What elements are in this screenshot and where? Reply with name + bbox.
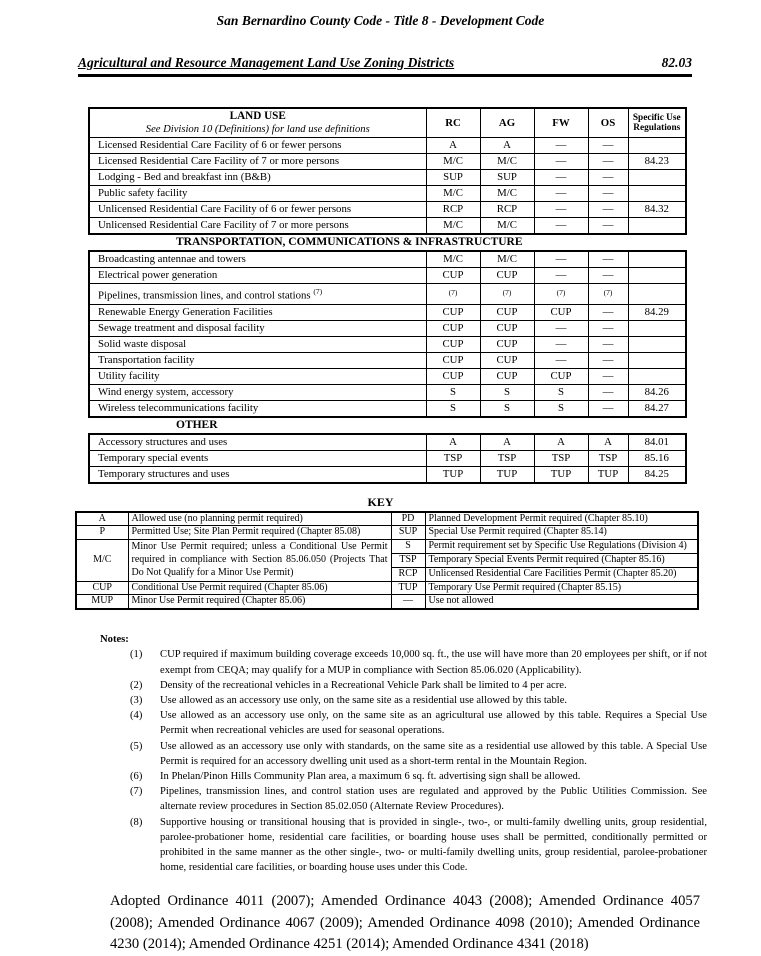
key-desc-cell: Permitted Use; Site Plan Permit required (Chapter 85.08) <box>128 526 391 540</box>
land-use-row <box>89 384 686 400</box>
district-column-header: FW <box>534 108 588 138</box>
district-value-cell: CUP <box>480 368 534 384</box>
key-code-cell: TUP <box>391 581 425 595</box>
land-use-row <box>89 284 686 305</box>
notes-heading: Notes: <box>100 634 129 646</box>
regulation-cell: 84.29 <box>628 304 686 320</box>
land-use-row <box>89 186 686 202</box>
land-use-label-cell: Renewable Energy Generation Facilities <box>89 304 426 320</box>
note-number: (3) <box>130 694 143 706</box>
district-value-cell: A <box>426 434 480 451</box>
zoning-section-table <box>88 250 687 418</box>
district-value-cell: S <box>480 384 534 400</box>
district-column-header: AG <box>480 108 534 138</box>
regulation-cell <box>628 368 686 384</box>
key-row <box>76 526 698 540</box>
note-item <box>100 815 707 876</box>
footnote-marker: (7) <box>448 288 458 298</box>
key-code-cell: — <box>391 595 425 609</box>
regulation-cell <box>628 320 686 336</box>
note-number: (2) <box>130 679 143 691</box>
note-item <box>100 647 707 677</box>
specific-use-column-header: Specific Use Regulations <box>628 108 686 138</box>
land-use-label-cell: Wind energy system, accessory <box>89 384 426 400</box>
district-value-cell: TUP <box>534 466 588 483</box>
district-value-cell: TUP <box>480 466 534 483</box>
district-value-cell: — <box>588 218 628 235</box>
district-value-cell: M/C <box>426 154 480 170</box>
district-value-cell: S <box>534 384 588 400</box>
land-use-label-cell: Wireless telecommunications facility <box>89 400 426 417</box>
district-value-cell: — <box>588 352 628 368</box>
district-value-cell: CUP <box>480 268 534 284</box>
district-value-cell: TUP <box>588 466 628 483</box>
land-use-row <box>89 218 686 235</box>
regulation-cell <box>628 218 686 235</box>
district-value-cell: SUP <box>480 170 534 186</box>
key-row <box>76 581 698 595</box>
note-item <box>100 784 707 814</box>
district-value-cell: M/C <box>480 154 534 170</box>
district-value-cell: TSP <box>588 450 628 466</box>
regulation-cell: 84.25 <box>628 466 686 483</box>
district-value-cell: — <box>588 138 628 154</box>
district-value-cell: CUP <box>426 320 480 336</box>
district-value-cell: — <box>588 202 628 218</box>
district-value-cell: S <box>426 400 480 417</box>
note-item <box>100 678 707 693</box>
key-row <box>76 512 698 526</box>
district-value-cell: A <box>426 138 480 154</box>
key-code-cell: PD <box>391 512 425 526</box>
ordinance-history: Adopted Ordinance 4011 (2007); Amended Ordinance 4043 (2008); Amended Ordinance 4057 (2008); Amended Ordinance 4067 (2009); Amended Ordinance 4098 (2010); Amended Ordinance 4230 (2014); Amended Ordinance 4251 (2014); Amended Ordinance 4341 (2018) <box>110 893 700 953</box>
note-item <box>100 769 707 784</box>
land-use-row <box>89 170 686 186</box>
regulation-cell: 84.23 <box>628 154 686 170</box>
land-use-row <box>89 336 686 352</box>
district-value-cell: M/C <box>426 218 480 235</box>
district-value-cell: CUP <box>480 336 534 352</box>
land-use-label-cell: Accessory structures and uses <box>89 434 426 451</box>
key-row <box>76 540 698 554</box>
district-value-cell: — <box>534 352 588 368</box>
key-desc-cell: Special Use Permit required (Chapter 85.14) <box>425 526 698 540</box>
key-desc-cell: Unlicensed Residential Care Facilities Permit (Chapter 85.20) <box>425 567 698 581</box>
regulation-cell <box>628 170 686 186</box>
regulation-cell <box>628 352 686 368</box>
district-value-cell <box>426 284 480 305</box>
district-value-cell: — <box>588 336 628 352</box>
footnote-marker: (7) <box>603 288 613 298</box>
district-value-cell: — <box>534 251 588 268</box>
note-number: (1) <box>130 649 143 661</box>
key-code-cell: M/C <box>76 540 128 581</box>
regulation-cell <box>628 268 686 284</box>
land-use-label-cell: Temporary special events <box>89 450 426 466</box>
district-value-cell: — <box>588 251 628 268</box>
regulation-cell <box>628 336 686 352</box>
note-text: Pipelines, transmission lines, and control station uses are regulated and approved by the Public Utilities Commission. See alternate review procedures in Section 85.02.050 (Alternate Review Procedures). <box>160 786 707 813</box>
note-text: Use allowed as an accessory use only, on the same site as a residential use allowed by this table. <box>160 694 568 706</box>
key-code-cell: S <box>391 540 425 554</box>
land-use-label-cell: Public safety facility <box>89 186 426 202</box>
district-value-cell: CUP <box>534 368 588 384</box>
key-desc-cell: Allowed use (no planning permit required) <box>128 512 391 526</box>
key-desc-cell: Planned Development Permit required (Chapter 85.10) <box>425 512 698 526</box>
zoning-section-table <box>88 433 687 484</box>
district-value-cell: TSP <box>480 450 534 466</box>
table-section-heading: OTHER <box>176 418 218 431</box>
key-title: KEY <box>367 494 394 509</box>
key-desc-cell: Minor Use Permit required; unless a Conditional Use Permit required in compliance with Section 85.06.050 (Projects That Do Not Qualify for a Minor Use Permit) <box>128 540 391 581</box>
key-desc-cell: Minor Use Permit required (Chapter 85.06) <box>128 595 391 609</box>
note-number: (5) <box>130 740 143 752</box>
district-value-cell: CUP <box>426 352 480 368</box>
key-table <box>75 511 699 611</box>
land-use-header-title: LAND USE <box>229 110 286 122</box>
footnote-marker: (7) <box>502 288 512 298</box>
district-value-cell: CUP <box>480 352 534 368</box>
district-value-cell: S <box>534 400 588 417</box>
district-value-cell: S <box>426 384 480 400</box>
district-value-cell: — <box>588 154 628 170</box>
land-use-label-cell: Solid waste disposal <box>89 336 426 352</box>
regulation-cell <box>628 251 686 268</box>
notes-section <box>100 632 707 875</box>
land-use-label-cell: Licensed Residential Care Facility of 6 or fewer persons <box>89 138 426 154</box>
land-use-row <box>89 466 686 483</box>
district-value-cell: M/C <box>480 186 534 202</box>
zoning-section-table <box>88 107 687 235</box>
district-value-cell: — <box>588 320 628 336</box>
district-value-cell: — <box>534 138 588 154</box>
note-item <box>100 739 707 769</box>
regulation-cell: 84.27 <box>628 400 686 417</box>
district-value-cell: CUP <box>534 304 588 320</box>
district-column-header: RC <box>426 108 480 138</box>
district-value-cell: CUP <box>426 368 480 384</box>
land-use-label-cell: Utility facility <box>89 368 426 384</box>
district-value-cell: — <box>534 154 588 170</box>
key-row <box>76 595 698 609</box>
district-value-cell: CUP <box>480 320 534 336</box>
district-value-cell: RCP <box>480 202 534 218</box>
land-use-row <box>89 434 686 451</box>
note-text: Supportive housing or transitional housing that is provided in single-, two-, or multi-family dwelling units, group residential, parolee-probationer home, residential care facilities, or boarding house uses shall be permitted, conditionally permitted or prohibited in the same manner as the other single-, two- or multi-family dwelling units, group residential, parolee-probationer home, residential care facilities, or boarding house uses under this Code. <box>160 816 707 874</box>
key-code-cell: SUP <box>391 526 425 540</box>
district-value-cell: — <box>588 170 628 186</box>
land-use-label-cell: Broadcasting antennae and towers <box>89 251 426 268</box>
footnote-marker: (7) <box>313 287 323 296</box>
land-use-label-cell: Licensed Residential Care Facility of 7 or more persons <box>89 154 426 170</box>
land-use-row <box>89 138 686 154</box>
district-value-cell: — <box>534 170 588 186</box>
note-text: Use allowed as an accessory use only with standards, on the same site as a residential use allowed by this table. A Special Use Permit is required for an accessory dwelling unit used as a short-term rental in the Mountain Region. <box>160 740 707 767</box>
key-desc-cell: Use not allowed <box>425 595 698 609</box>
land-use-label-cell: Temporary structures and uses <box>89 466 426 483</box>
land-use-column-header <box>89 108 426 138</box>
land-use-row <box>89 268 686 284</box>
note-item <box>100 708 707 738</box>
document-title: San Bernardino County Code - Title 8 - Development Code <box>216 13 545 28</box>
land-use-row <box>89 202 686 218</box>
land-use-table <box>88 107 685 484</box>
key-desc-cell: Permit requirement set by Specific Use Regulations (Division 4) <box>425 540 698 554</box>
district-value-cell: — <box>588 186 628 202</box>
key-desc-cell: Temporary Special Events Permit required (Chapter 85.16) <box>425 553 698 567</box>
district-value-cell: A <box>588 434 628 451</box>
district-value-cell: CUP <box>426 336 480 352</box>
district-value-cell: — <box>588 400 628 417</box>
key-code-cell: TSP <box>391 553 425 567</box>
district-value-cell: — <box>534 320 588 336</box>
district-value-cell: TUP <box>426 466 480 483</box>
land-use-row <box>89 320 686 336</box>
section-heading: Agricultural and Resource Management Land Use Zoning Districts <box>78 55 455 70</box>
district-value-cell <box>588 284 628 305</box>
regulation-cell: 84.26 <box>628 384 686 400</box>
district-value-cell: — <box>534 186 588 202</box>
land-use-row <box>89 352 686 368</box>
section-number: 82.03 <box>661 55 692 70</box>
key-code-cell: RCP <box>391 567 425 581</box>
district-value-cell: — <box>534 268 588 284</box>
district-value-cell: CUP <box>480 304 534 320</box>
note-text: CUP required if maximum building coverage exceeds 10,000 sq. ft., the use will have more than 20 employees per shift, or if not exempt from CEQA; may qualify for a MUP in compliance with Section 85.06.020 (Applicability). <box>160 649 707 676</box>
district-value-cell: CUP <box>426 304 480 320</box>
land-use-row <box>89 304 686 320</box>
key-code-cell: CUP <box>76 581 128 595</box>
district-value-cell: S <box>480 400 534 417</box>
key-code-cell: P <box>76 526 128 540</box>
land-use-label-cell: Transportation facility <box>89 352 426 368</box>
key-code-cell: MUP <box>76 595 128 609</box>
district-value-cell: A <box>534 434 588 451</box>
district-value-cell: SUP <box>426 170 480 186</box>
land-use-label-cell: Unlicensed Residential Care Facility of 6 or fewer persons <box>89 202 426 218</box>
note-number: (6) <box>130 771 143 782</box>
land-use-label-cell: Unlicensed Residential Care Facility of 7 or more persons <box>89 218 426 235</box>
land-use-label-cell: Pipelines, transmission lines, and control stations $^{(7)}$ <box>89 284 426 305</box>
notes-list <box>100 647 707 875</box>
district-value-cell: TSP <box>426 450 480 466</box>
district-value-cell: — <box>534 218 588 235</box>
land-use-row <box>89 251 686 268</box>
district-value-cell: — <box>534 202 588 218</box>
district-value-cell: A <box>480 434 534 451</box>
regulation-cell: 85.16 <box>628 450 686 466</box>
district-value-cell: — <box>588 384 628 400</box>
district-value-cell: — <box>534 336 588 352</box>
district-value-cell <box>480 284 534 305</box>
regulation-cell <box>628 284 686 305</box>
land-use-row <box>89 154 686 170</box>
district-value-cell: — <box>588 268 628 284</box>
note-text: Use allowed as an accessory use only, on the same site as an agricultural use allowed by this table. Requires a Special Use Permit when recreational vehicles are used for seasonal operations. <box>160 710 707 737</box>
district-value-cell: TSP <box>534 450 588 466</box>
district-value-cell: M/C <box>480 218 534 235</box>
land-use-row <box>89 400 686 417</box>
district-value-cell: — <box>588 304 628 320</box>
land-use-label-cell: Electrical power generation <box>89 268 426 284</box>
note-text: Density of the recreational vehicles in a Recreational Vehicle Park shall be limited to 4 per acre. <box>160 679 567 691</box>
note-item <box>100 693 707 708</box>
land-use-label-cell: Lodging - Bed and breakfast inn (B&B) <box>89 170 426 186</box>
footnote-marker: (7) <box>556 288 566 298</box>
note-text: In Phelan/Pinon Hills Community Plan area, a maximum 6 sq. ft. advertising sign shall be allowed. <box>160 771 581 782</box>
key-code-cell: A <box>76 512 128 526</box>
district-value-cell: RCP <box>426 202 480 218</box>
table-section-heading: TRANSPORTATION, COMMUNICATIONS & INFRASTRUCTURE <box>176 236 523 248</box>
land-use-label-cell: Sewage treatment and disposal facility <box>89 320 426 336</box>
column-header-row <box>89 108 686 138</box>
regulation-cell <box>628 138 686 154</box>
district-value-cell: M/C <box>426 251 480 268</box>
district-value-cell <box>534 284 588 305</box>
district-value-cell: M/C <box>480 251 534 268</box>
district-value-cell: A <box>480 138 534 154</box>
section-header-rule <box>78 55 692 77</box>
district-value-cell: — <box>588 368 628 384</box>
key-desc-cell: Conditional Use Permit required (Chapter 85.06) <box>128 581 391 595</box>
note-number: (8) <box>130 816 143 828</box>
land-use-row <box>89 368 686 384</box>
regulation-cell: 84.01 <box>628 434 686 451</box>
key-desc-cell: Temporary Use Permit required (Chapter 85.15) <box>425 581 698 595</box>
note-number: (4) <box>130 710 143 722</box>
regulation-cell <box>628 186 686 202</box>
note-number: (7) <box>130 786 143 798</box>
district-value-cell: CUP <box>426 268 480 284</box>
land-use-row <box>89 450 686 466</box>
land-use-header-note: See Division 10 (Definitions) for land use definitions <box>145 124 370 135</box>
regulation-cell: 84.32 <box>628 202 686 218</box>
district-column-header: OS <box>588 108 628 138</box>
district-value-cell: M/C <box>426 186 480 202</box>
